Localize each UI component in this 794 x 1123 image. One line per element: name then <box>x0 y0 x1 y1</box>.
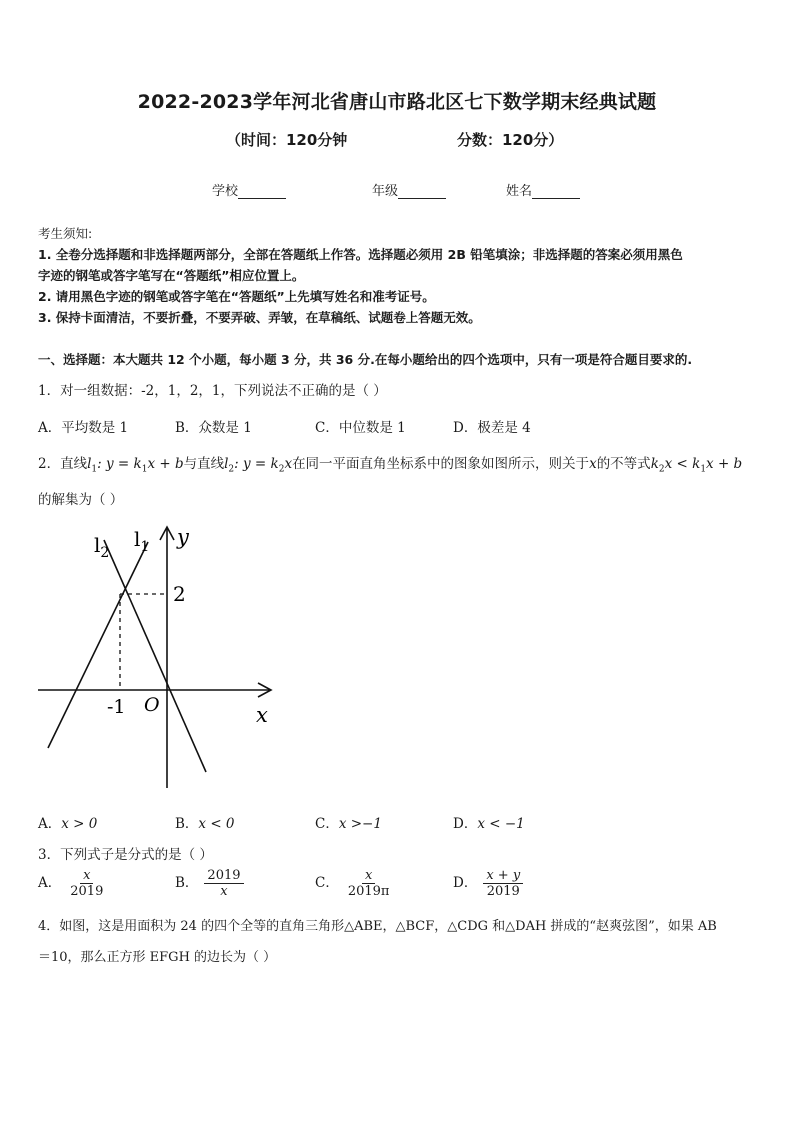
exam-time: （时间：120分钟 <box>226 131 348 149</box>
question-1-stem: 1．对一组数据：-2，1，2，1，下列说法不正确的是（ ） <box>38 383 387 399</box>
q3-option-d[interactable]: D． $\frac{x + y}{2019}$ <box>453 868 523 899</box>
label-y: y <box>177 525 189 549</box>
q3-option-a[interactable]: A． $\frac{x}{2019}$ <box>38 868 104 899</box>
q2-option-b[interactable]: B．x < 0 <box>175 816 235 832</box>
tick-label-neg1: -1 <box>107 696 126 718</box>
q2-option-d[interactable]: D．x < −1 <box>453 816 525 832</box>
school-blank[interactable] <box>238 184 286 199</box>
notice-heading: 考生须知: <box>38 226 93 241</box>
origin-label: O <box>144 694 160 716</box>
notice-item-1b: 字迹的钢笔或答字笔写在“答题纸”相应位置上。 <box>38 268 305 283</box>
school-field[interactable] <box>212 180 286 199</box>
grade-label: 年级 <box>372 184 399 199</box>
school-label: 学校 <box>212 184 239 199</box>
grade-blank[interactable] <box>398 184 446 199</box>
line-l2 <box>104 540 206 772</box>
exam-title: 2022-2023学年河北省唐山市路北区七下数学期末经典试题 <box>137 91 657 113</box>
question-3-stem: 3．下列式子是分式的是（ ） <box>38 847 213 863</box>
notice-item-2: 2. 请用黑色字迹的钢笔或答字笔在“答题纸”上先填写姓名和准考证号。 <box>38 289 435 304</box>
name-field[interactable] <box>506 180 580 199</box>
exam-score: 分数：120分） <box>457 131 564 149</box>
notice-item-3: 3. 保持卡面清洁，不要折叠，不要弄破、弄皱，在草稿纸、试题卷上答题无效。 <box>38 310 481 325</box>
q1-option-b[interactable]: B．众数是 1 <box>175 420 252 436</box>
q2-option-c[interactable]: C．x >−1 <box>315 816 382 832</box>
q2-option-a[interactable]: A．x > 0 <box>38 816 98 832</box>
q3-option-c[interactable]: C． $\frac{x}{2019\pi}$ <box>315 868 390 899</box>
name-label: 姓名 <box>506 184 533 199</box>
grade-field[interactable] <box>372 180 446 199</box>
line-l1 <box>48 542 148 748</box>
q1-option-c[interactable]: C．中位数是 1 <box>315 420 406 436</box>
label-l2: $l_2$ <box>94 533 110 561</box>
label-l1: $l_1$ <box>134 527 150 555</box>
question-2-stem-line2: 的解集为（ ） <box>38 492 124 508</box>
section-heading: 一、选择题：本大题共 12 个小题，每小题 3 分，共 36 分.在每小题给出的四个选项中，只有一项是符合题目要求的. <box>38 352 693 367</box>
question-4-stem: 4．如图，这是用面积为 24 的四个全等的直角三角形△ABE，△BCF，△CDG 和△DAH 拼成的“赵爽弦图”，如果 AB <box>38 919 717 934</box>
label-x: x <box>256 703 268 727</box>
tick-label-2: 2 <box>173 582 186 606</box>
q3-option-b[interactable]: B． $\frac{2019}{x}$ <box>175 868 244 899</box>
q1-option-a[interactable]: A．平均数是 1 <box>38 420 129 436</box>
q1-option-d[interactable]: D．极差是 4 <box>453 420 531 436</box>
q2-graph <box>36 520 286 795</box>
question-4-stem-line2: ＝10，那么正方形 EFGH 的边长为（ ） <box>38 950 277 965</box>
notice-item-1a: 1. 全卷分选择题和非选择题两部分，全部在答题纸上作答。选择题必须用 2B 铅笔填涂；非选择题的答案必须用黑色 <box>38 247 683 262</box>
question-2-stem: 2．直线$l_1$: $y = k_1x + b$与直线$l_2$: $y = k_2x$在同一平面直角坐标系中的图象如图所示，则关于x的不等式$k_2x < k_1x + b$ <box>38 456 743 475</box>
name-blank[interactable] <box>532 184 580 199</box>
